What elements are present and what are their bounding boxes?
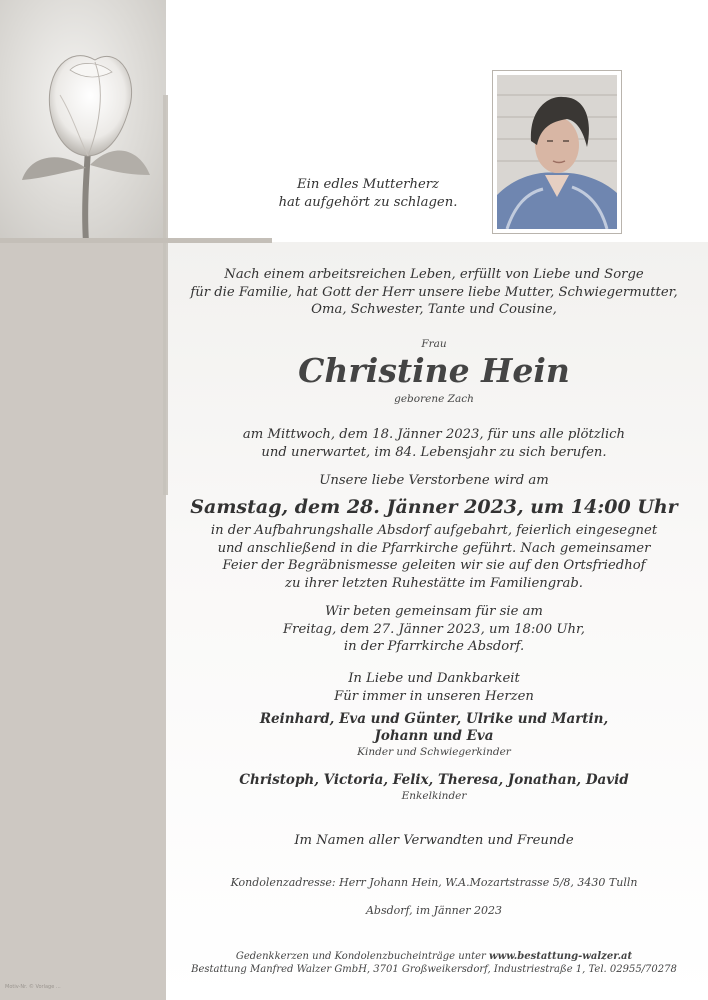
funeral-details-line: und anschließend in die Pfarrkirche geführt. Nach gemeinsamer [217,540,651,556]
rose-image [0,0,166,242]
motto [256,176,480,211]
relatives-text: Im Namen aller Verwandten und Freunde [294,833,574,848]
funeral-date: Samstag, dem 28. Jänner 2023, um 14:00 Uhr [190,496,678,518]
motto-line: hat aufgehört zu schlagen. [278,194,458,210]
intro-line: Nach einem arbeitsreichen Leben, erfüllt von Liebe und Sorge [224,267,644,282]
footer-prefix: Gedenkkerzen und Kondolenzbucheinträge unter [235,951,489,962]
children-names [186,711,682,745]
funeral-details-line: zu ihrer letzten Ruhestätte im Familiengrab. [285,575,583,591]
left-bar [0,242,166,1000]
prayer-line: in der Pfarrkirche Absdorf. [343,639,525,654]
children-line: Reinhard, Eva und Günter, Ulrike und Martin, [259,711,609,727]
rose-icon [0,0,166,242]
death-notice-line: am Mittwoch, dem 18. Jänner 2023, für uns alle plötzlich [242,427,626,442]
grandchildren-names: Christoph, Victoria, Felix, Theresa, Jonathan, David [239,772,629,788]
place-date: Absdorf, im Jänner 2023 [365,904,503,917]
funeral-intro: Unsere liebe Verstorbene wird am [319,473,549,488]
portrait-photo [492,70,622,234]
motto-line: Ein edles Mutterherz [296,177,439,192]
intro-line: für die Familie, hat Gott der Herr unsere liebe Mutter, Schwiegermutter, [190,284,678,300]
children-line: Johann und Eva [374,728,494,744]
closing-text [186,670,682,705]
footer-company: Bestattung Manfred Walzer GmbH, 3701 Großweikersdorf, Industriestraße 1, Tel. 02955/70278 [191,964,677,975]
cross-horizontal [0,238,272,243]
portrait-image [497,75,617,229]
cross-vertical [163,95,168,495]
children-role: Kinder und Schwiegerkinder [357,746,511,758]
prayer-line: Freitag, dem 27. Jänner 2023, um 18:00 Uhr, [283,621,585,637]
salutation: Frau [421,338,447,350]
deceased-name: Christine Hein [298,351,570,390]
prayer-text [186,603,682,656]
death-notice [186,426,682,461]
closing-line: In Liebe und Dankbarkeit [348,671,520,686]
footer-web [186,950,682,963]
intro-text [186,266,682,319]
condolence-address: Kondolenzadresse: Herr Johann Hein, W.A.Mozartstrasse 5/8, 3430 Tulln [230,876,638,889]
copyright-note: Motiv-Nr. © Vorlage ... [5,984,61,990]
funeral-details-line: Feier der Begräbnismesse geleiten wir sie auf den Ortsfriedhof [222,558,646,573]
closing-line: Für immer in unseren Herzen [334,688,534,704]
birth-name: geborene Zach [394,393,474,405]
funeral-details-line: in der Aufbahrungshalle Absdorf aufgebahrt, feierlich eingesegnet [210,523,658,538]
death-notice-line: und unerwartet, im 84. Lebensjahr zu sich berufen. [261,444,607,460]
intro-line: Oma, Schwester, Tante und Cousine, [311,302,557,317]
prayer-line: Wir beten gemeinsam für sie am [325,604,543,619]
footer-url-link[interactable]: www.bestattung-walzer.at [488,951,633,962]
funeral-details [186,522,682,592]
grandchildren-role: Enkelkinder [401,790,467,802]
